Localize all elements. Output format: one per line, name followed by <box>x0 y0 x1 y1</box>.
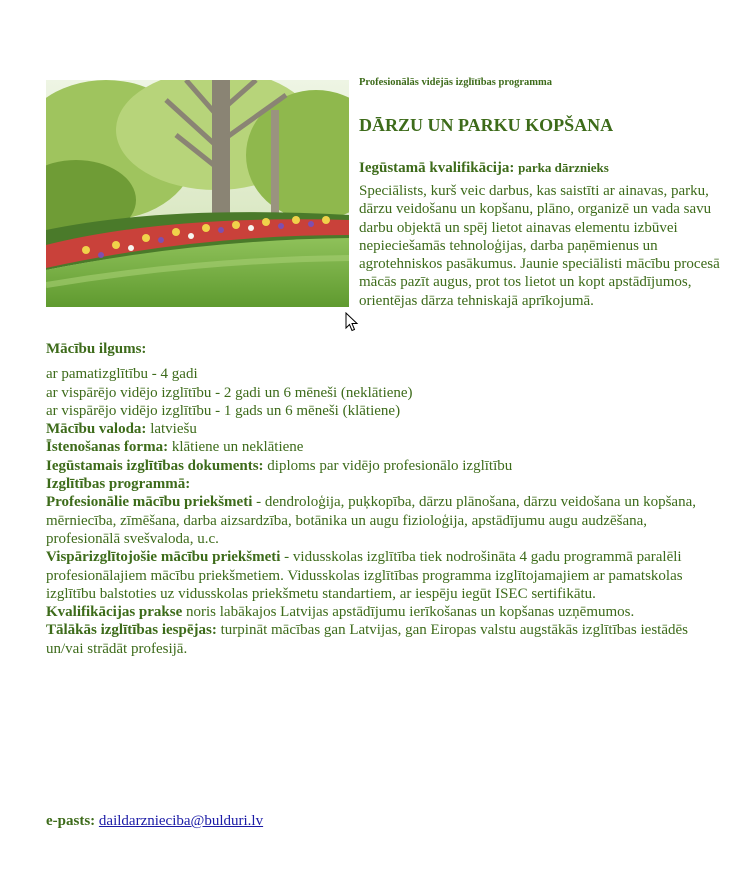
document-value: diploms par vidējo profesionālo izglītību <box>267 457 513 474</box>
professional-subjects <box>46 493 716 548</box>
mouse-cursor-icon <box>345 312 359 332</box>
qualification <box>359 158 729 178</box>
program-header <box>359 76 729 310</box>
program-subtitle: Profesionālās vidējās izglītības programma <box>359 77 552 88</box>
garden-photo-icon <box>46 80 349 307</box>
general-text: - vidusskolas izglītība tiek nodrošināta 4 gadu programmā paralēli profesionālajiem mācību priekšmetiem. Vidusskolas izglītības programma izglītojamajiem ar pamatskolas izglītību balstoties uz vidusskolas priekšmetu standartiem, ar iespēju iegūt ISEC sertifikātu. <box>46 549 683 602</box>
practice-text: noris labākajos Latvijas apstādījumu ierīkošanas un kopšanas uzņēmumos. <box>182 604 635 621</box>
program-label: Izglītības programmā: <box>46 476 191 493</box>
duration-item: ar vispārējo vidējo izglītību - 1 gads un 6 mēneši (klātiene) <box>46 402 401 419</box>
email-link[interactable]: daildarznieciba@bulduri.lv <box>98 813 264 829</box>
further-education <box>46 621 716 658</box>
general-label: Vispārizglītojošie mācību priekšmeti <box>46 549 281 566</box>
program-description: Speciālists, kurš veic darbus, kas saistīti ar ainavas, parku, dārzu veidošanu un kopšanu, plāno, organizē un vada savu darbu objektā un spēj lietot ainavas elementu izbūvei nepieciešamās tehnoloģijas, darba paņēmienus un agrotehniskos pasākumus. Jaunie speciālisti mācību procesā mācās pazīt augus, prot tos lietot un kopt apstādījumos, orientējas dārza tehniskajā aprīkojumā. <box>359 183 720 309</box>
email-row <box>46 812 263 830</box>
duration-item: ar pamatizglītību - 4 gadi <box>46 366 198 383</box>
qualification-practice <box>46 603 716 621</box>
general-subjects <box>46 548 716 603</box>
document-row <box>46 457 716 475</box>
qualification-value: parka dārznieks <box>518 160 609 175</box>
email-label: e-pasts: <box>46 813 96 829</box>
practice-label: Kvalifikācijas prakse <box>46 604 183 621</box>
form-value: klātiene un neklātiene <box>171 439 304 456</box>
document-label: Iegūstamais izglītības dokuments: <box>46 457 264 474</box>
garden-photo <box>46 80 349 307</box>
language-row <box>46 420 716 438</box>
duration-item: ar vispārējo vidējo izglītību - 2 gadi un 6 mēneši (neklātiene) <box>46 384 413 401</box>
program-title: DĀRZU UN PARKU KOPŠANA <box>359 115 614 135</box>
program-details <box>46 340 716 658</box>
professional-text: - dendroloģija, puķkopība, dārzu plānošana, dārzu veidošana un kopšana, mērniecība, zīmēšana, darba aizsardzība, botānika un augu fizioloģija, apstādījumu augu audzēšana, profesionālā svešvaloda, u.c. <box>46 494 696 547</box>
further-text: turpināt mācības gan Latvijas, gan Eiropas valstu augstākās izglītības iestādēs un/vai strādāt profesijā. <box>46 622 688 657</box>
form-label: Īstenošanas forma: <box>46 439 169 456</box>
professional-label: Profesionālie mācību priekšmeti <box>46 494 253 511</box>
qualification-label: Iegūstamā kvalifikācija: <box>359 160 515 176</box>
duration-label: Mācību ilgums: <box>46 341 147 357</box>
duration-list <box>46 365 716 420</box>
language-value: latviešu <box>150 421 197 438</box>
further-label: Tālākās izglītības iespējas: <box>46 622 217 639</box>
form-row <box>46 438 716 456</box>
language-label: Mācību valoda: <box>46 421 147 438</box>
